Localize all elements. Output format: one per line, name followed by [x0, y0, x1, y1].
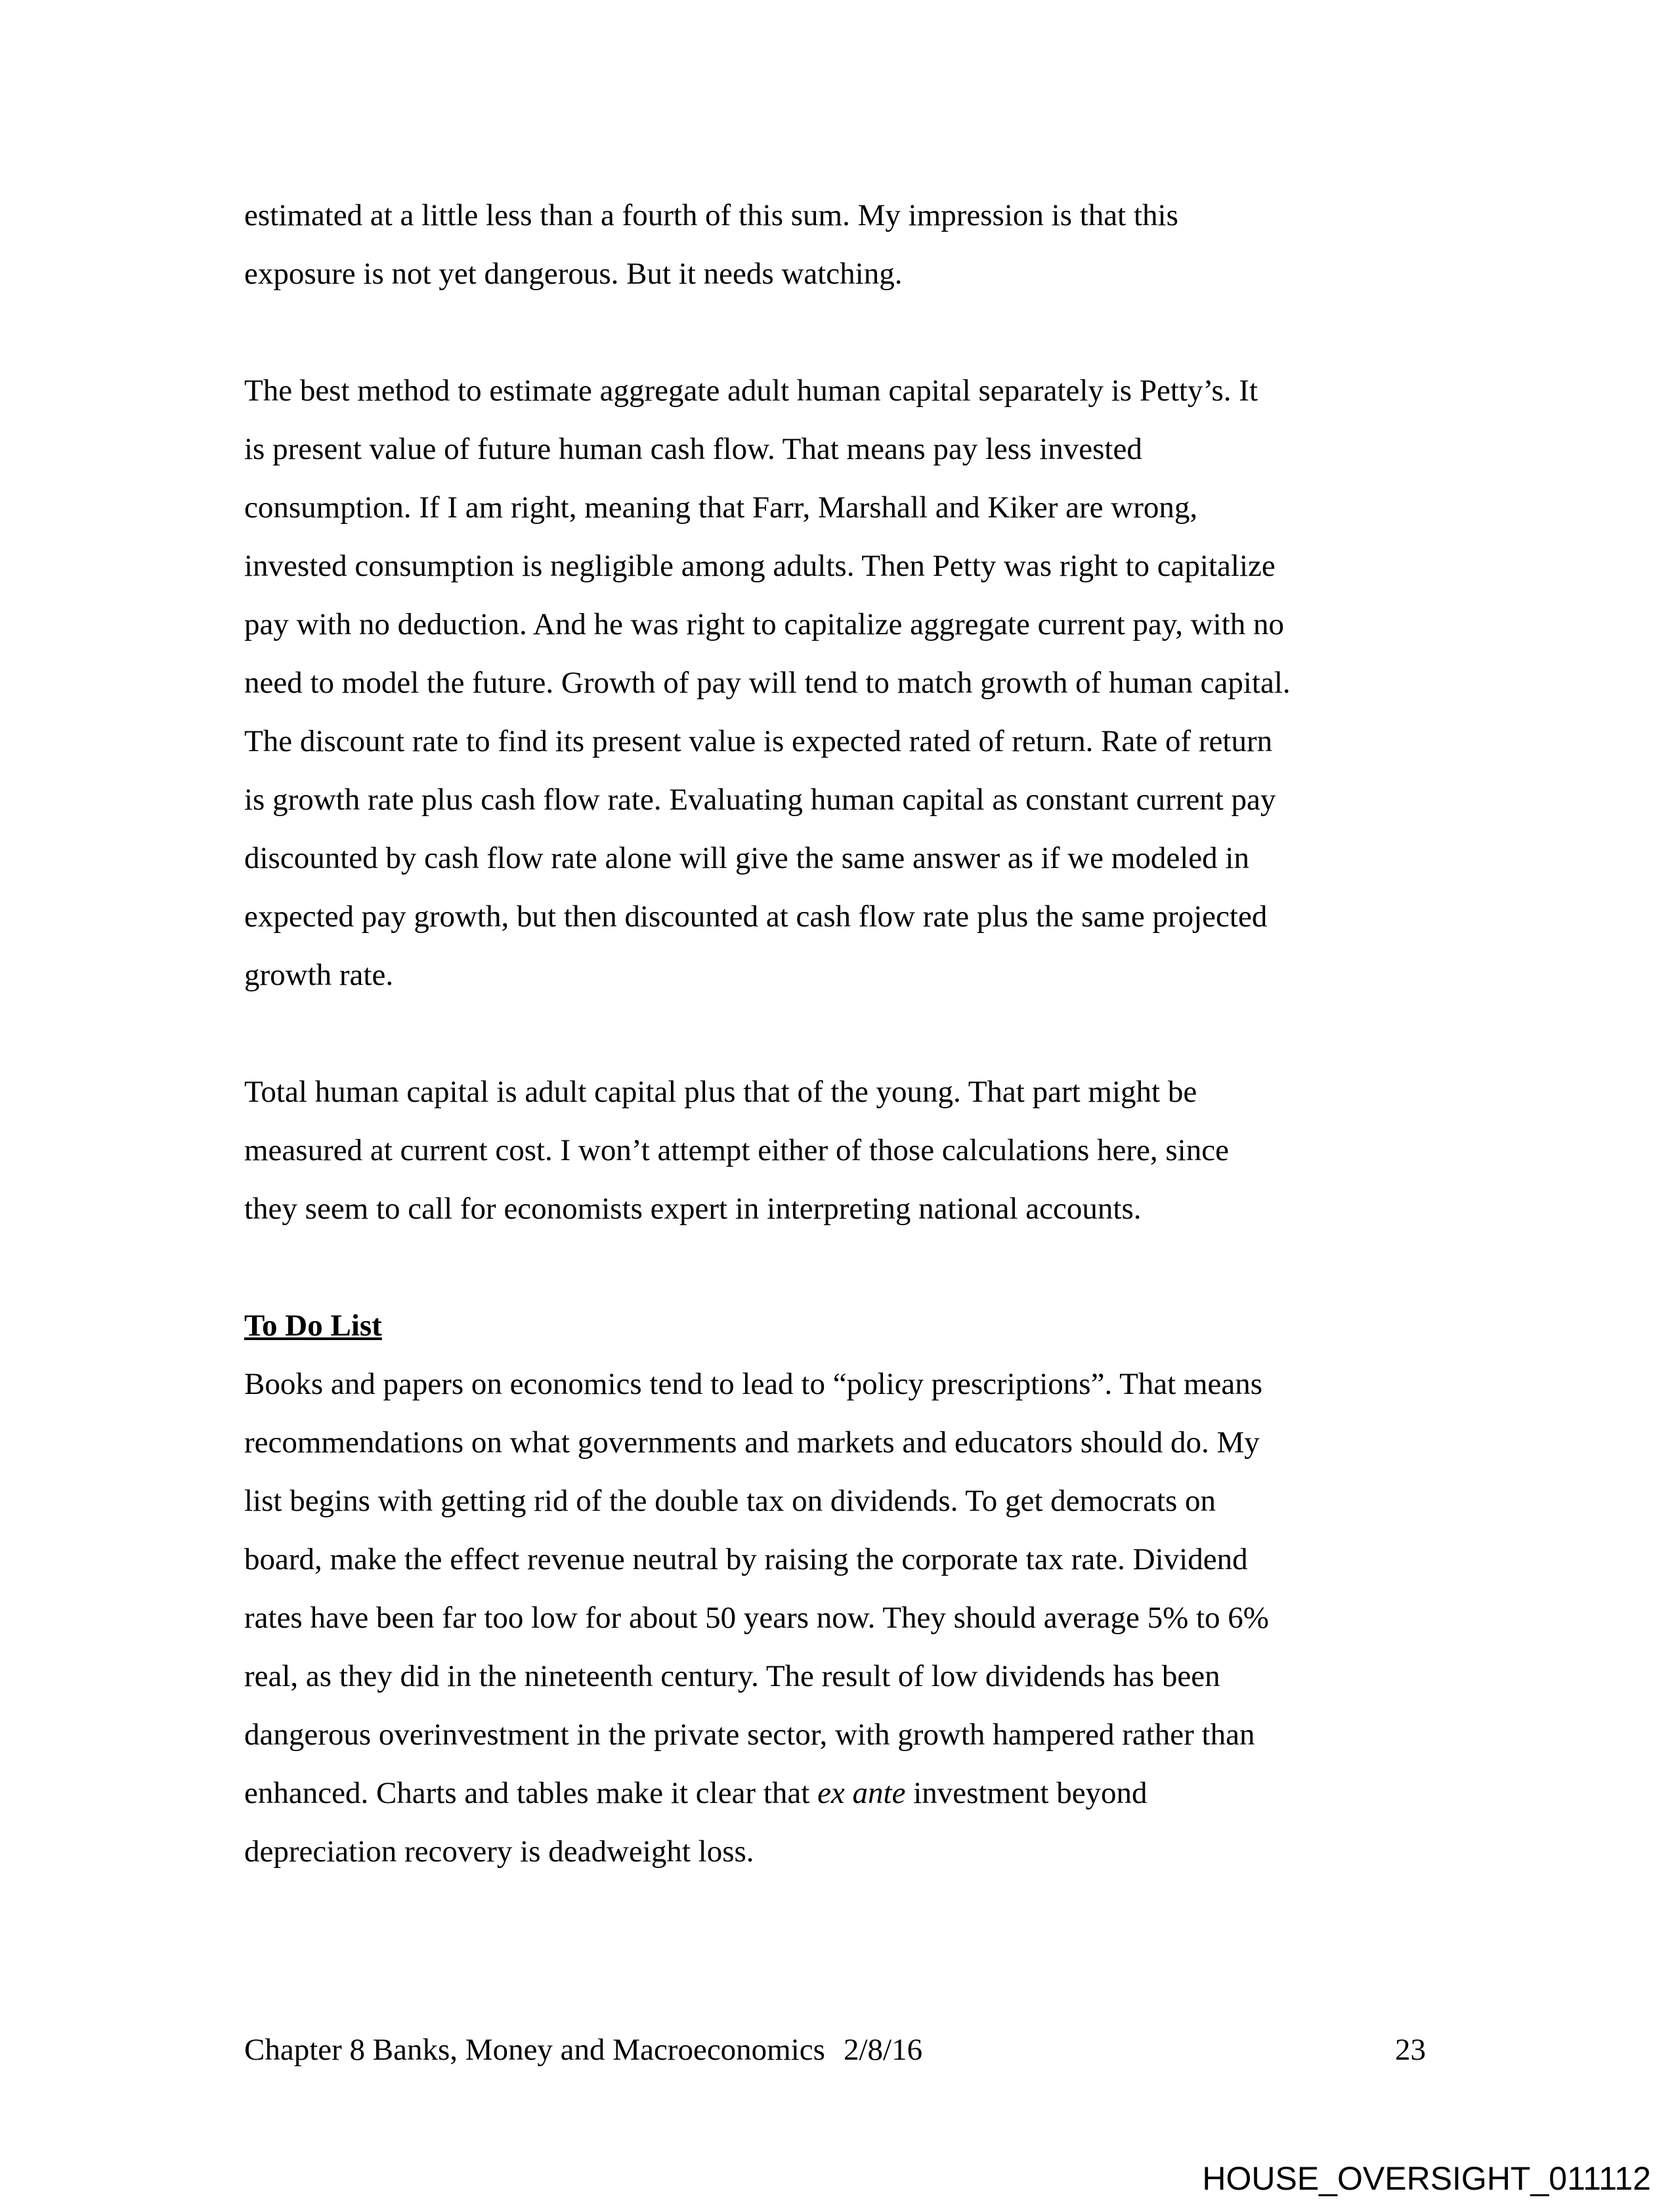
text-line [244, 537, 1291, 596]
footer-date: 2/8/16 [843, 2033, 923, 2067]
text-line [244, 1647, 1291, 1706]
italic-text-run: ex ante [817, 1776, 906, 1810]
text-line [244, 245, 1291, 303]
text-run: is growth rate plus cash flow rate. Evaluating human capital as constant current pay [244, 783, 1276, 817]
paragraph [244, 362, 1291, 1005]
text-line [244, 771, 1291, 829]
text-run: consumption. If I am right, meaning that Farr, Marshall and Kiker are wrong, [244, 490, 1198, 525]
text-line [244, 420, 1291, 479]
text-line [244, 362, 1291, 420]
document-body [244, 186, 1291, 1881]
text-run: dangerous overinvestment in the private sector, with growth hampered rather than [244, 1718, 1255, 1752]
text-line [244, 1472, 1291, 1530]
text-line [244, 1530, 1291, 1589]
text-run: measured at current cost. I won’t attempt either of those calculations here, since [244, 1133, 1229, 1167]
text-run: need to model the future. Growth of pay will tend to match growth of human capital. [244, 666, 1291, 700]
text-line [244, 1706, 1291, 1764]
heading-text [244, 1297, 1291, 1355]
text-run: Books and papers on economics tend to lead to “policy prescriptions”. That means [244, 1367, 1263, 1401]
text-run: rates have been far too low for about 50 years now. They should average 5% to 6% [244, 1601, 1269, 1635]
text-run: list begins with getting rid of the double tax on dividends. To get democrats on [244, 1484, 1216, 1518]
text-run: To Do List [244, 1309, 382, 1343]
footer-chapter-title: Chapter 8 Banks, Money and Macroeconomics [244, 2033, 825, 2067]
text-run: is present value of future human cash flow. That means pay less invested [244, 432, 1142, 466]
text-run: investment beyond [905, 1776, 1148, 1810]
text-run: exposure is not yet dangerous. But it needs watching. [244, 257, 903, 291]
text-run: enhanced. Charts and tables make it clear that [244, 1776, 818, 1810]
text-run: recommendations on what governments and markets and educators should do. My [244, 1425, 1260, 1460]
section-heading [244, 1297, 1291, 1355]
text-line [244, 712, 1291, 771]
paragraph [244, 1355, 1291, 1881]
text-run: depreciation recovery is deadweight loss. [244, 1834, 754, 1869]
text-line [244, 946, 1291, 1005]
footer-page-number: 23 [1395, 2033, 1426, 2067]
text-run: growth rate. [244, 958, 394, 992]
text-line [244, 888, 1291, 946]
page-footer [244, 2021, 1426, 2079]
text-line [244, 1589, 1291, 1647]
text-line [244, 186, 1291, 245]
text-line [244, 654, 1291, 712]
text-run: board, make the effect revenue neutral by raising the corporate tax rate. Dividend [244, 1542, 1248, 1576]
text-line [244, 596, 1291, 654]
text-line [244, 829, 1291, 888]
text-line [244, 1355, 1291, 1414]
text-line [244, 1063, 1291, 1121]
text-line [244, 479, 1291, 537]
text-run: expected pay growth, but then discounted at cash flow rate plus the same projected [244, 900, 1268, 934]
text-run: discounted by cash flow rate alone will give the same answer as if we modeled in [244, 841, 1249, 875]
text-run: Total human capital is adult capital plus that of the young. That part might be [244, 1075, 1197, 1109]
text-run: The best method to estimate aggregate adult human capital separately is Petty’s. It [244, 374, 1258, 408]
footer-chapter-line [244, 2021, 922, 2079]
text-run: real, as they did in the nineteenth century. The result of low dividends has been [244, 1659, 1220, 1693]
text-run: they seem to call for economists expert in interpreting national accounts. [244, 1192, 1142, 1226]
text-run: invested consumption is negligible among adults. Then Petty was right to capitalize [244, 549, 1276, 583]
text-run: estimated at a little less than a fourth of this sum. My impression is that this [244, 198, 1178, 232]
text-line [244, 1121, 1291, 1180]
text-line [244, 1823, 1291, 1881]
text-line [244, 1764, 1291, 1823]
text-run: pay with no deduction. And he was right to capitalize aggregate current pay, with no [244, 607, 1285, 641]
paragraph [244, 186, 1291, 303]
bates-stamp: HOUSE_OVERSIGHT_011112 [1202, 2160, 1651, 2197]
text-run: The discount rate to find its present value is expected rated of return. Rate of return [244, 724, 1273, 758]
paragraph [244, 1063, 1291, 1238]
text-line [244, 1180, 1291, 1238]
text-line [244, 1414, 1291, 1472]
